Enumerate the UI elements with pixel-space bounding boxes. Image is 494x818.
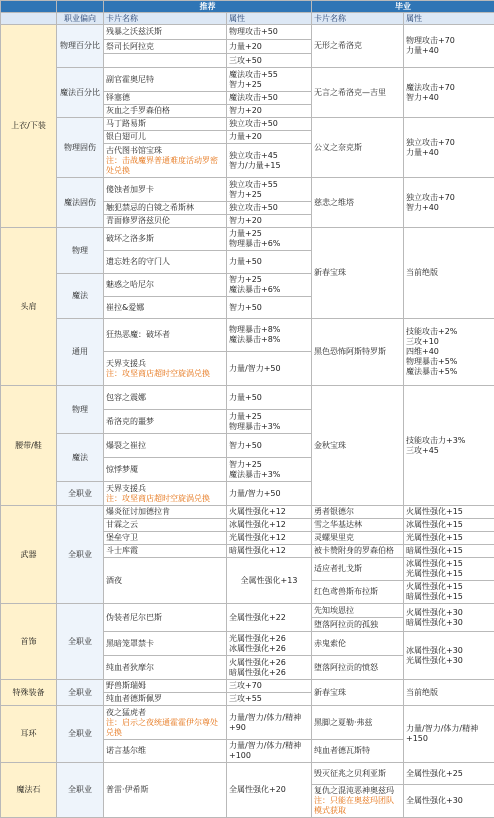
grad-attribute: 光属性强化+15 bbox=[404, 532, 494, 545]
grad-card-name: 先知埃恩拉 bbox=[312, 604, 404, 618]
grad-card-name: 赤鬼索伦 bbox=[312, 632, 404, 656]
card-attribute: 三攻+55 bbox=[227, 693, 312, 706]
card-name: 副官霍奥尼特 bbox=[104, 68, 227, 92]
grad-card-name: 红色鸢兽斯布拉斯 bbox=[312, 581, 404, 604]
grad-card-name: 勇者银德尔 bbox=[312, 506, 404, 519]
card-name: 破坏之洛多斯 bbox=[104, 228, 227, 251]
attribute-header: 属性 bbox=[227, 13, 312, 25]
recommend-header: 推荐 bbox=[104, 1, 312, 13]
grad-card-name: 慈悲之维塔 bbox=[312, 178, 404, 228]
card-name: 马丁路易斯 bbox=[104, 118, 227, 131]
grad-card-name: 无言之希洛克—吉里 bbox=[312, 68, 404, 118]
acquire-note: 注：攻坚商店超时空旋涡兑换 bbox=[106, 494, 224, 504]
card-name: 崔拉&爱娜 bbox=[104, 297, 227, 319]
card-attribute: 魔法攻击+55 智力+25 bbox=[227, 68, 312, 92]
card-name: 普雷·伊希斯 bbox=[104, 763, 227, 818]
attribute-header-2: 属性 bbox=[404, 13, 494, 25]
card-name: 包容之震娜 bbox=[104, 386, 227, 410]
class-header: 职业偏向 bbox=[57, 13, 104, 25]
grad-attribute: 火属性强化+30 暗属性强化+30 bbox=[404, 604, 494, 632]
table-row bbox=[1, 604, 494, 618]
card-name: 堡垒守卫 bbox=[104, 532, 227, 545]
card-name: 铎塞德 bbox=[104, 92, 227, 105]
card-name: 傻蚀者加罗卡 bbox=[104, 178, 227, 202]
grad-card-name: 无形之希洛克 bbox=[312, 25, 404, 68]
acquire-note: 注：只能在奥兹玛团队模式获取 bbox=[314, 796, 401, 816]
class-bias: 全职业 bbox=[57, 506, 104, 604]
grad-card-name: 适应者扎戈斯 bbox=[312, 558, 404, 581]
card-attribute: 光属性强化+26 冰属性强化+26 bbox=[227, 632, 312, 656]
card-name: 触犯禁忌的白镜之希斯林 bbox=[104, 202, 227, 215]
slot-category: 耳环 bbox=[1, 706, 57, 763]
card-name: 魅惑之哈尼尔 bbox=[104, 274, 227, 297]
table-row bbox=[1, 228, 494, 251]
card-name: 爆裂之崔拉 bbox=[104, 434, 227, 458]
slot-category: 上衣/下装 bbox=[1, 25, 57, 228]
card-attribute: 物理攻击+50 bbox=[227, 25, 312, 40]
grad-card-name: 纯血者德瓦斯特 bbox=[312, 740, 404, 763]
grad-card-name: 堕落阿拉贡的愤怒 bbox=[312, 656, 404, 680]
grad-attribute: 全属性强化+30 bbox=[404, 785, 494, 818]
card-attribute: 冰属性强化+12 bbox=[227, 519, 312, 532]
card-name: 诺言基尔维 bbox=[104, 740, 227, 763]
card-name: 黑暗笼罩禁卡 bbox=[104, 632, 227, 656]
grad-card-name: 被卡赞附身的罗森伯格 bbox=[312, 545, 404, 558]
grad-card-name: 黑色恐怖阿斯特罗斯 bbox=[312, 319, 404, 386]
card-attribute: 力量+50 bbox=[227, 386, 312, 410]
grad-card-name: 金秋宝珠 bbox=[312, 386, 404, 506]
grad-attribute: 暗属性强化+15 bbox=[404, 545, 494, 558]
slot-category: 魔法石 bbox=[1, 763, 57, 818]
grad-card-name-with-note: 复仇之混沌恶神奥兹玛 注：只能在奥兹玛团队模式获取 bbox=[312, 785, 404, 818]
card-name: 残暴之沃兹沃斯 bbox=[104, 25, 227, 40]
grad-card-name: 雪之华基达林 bbox=[312, 519, 404, 532]
card-attribute: 力量+50 bbox=[227, 251, 312, 274]
class-bias: 物理 bbox=[57, 386, 104, 434]
acquire-note: 注：启示之夜统通霍霍伊尔尊处兑换 bbox=[106, 718, 224, 738]
card-name-with-note: 天界支援兵 注：攻坚商店超时空旋涡兑换 bbox=[104, 352, 227, 386]
card-name-with-note: 夜之猛虎者 注：启示之夜统通霍霍伊尔尊处兑换 bbox=[104, 706, 227, 740]
card-attribute: 三攻+70 bbox=[227, 680, 312, 693]
card-attribute: 全属性强化+13 bbox=[227, 558, 312, 604]
class-bias: 全职业 bbox=[57, 680, 104, 706]
card-name bbox=[104, 54, 227, 68]
card-name: 斗士库霞 bbox=[104, 545, 227, 558]
card-name: 狂热恶魔：破坏者 bbox=[104, 319, 227, 352]
acquire-note: 注：击战魔界普通难度活动罗密处兑换 bbox=[106, 156, 224, 176]
card-name-with-note: 古代图书馆宝珠 注：击战魔界普通难度活动罗密处兑换 bbox=[104, 144, 227, 178]
card-attribute: 力量+20 bbox=[227, 40, 312, 54]
grad-attribute: 技能攻击+2% 三攻+10 四维+40 物理暴击+5% 魔法暴击+5% bbox=[404, 319, 494, 386]
card-name: 纯血者狄摩尔 bbox=[104, 656, 227, 680]
table-row bbox=[1, 319, 494, 352]
card-attribute: 独立攻击+50 bbox=[227, 118, 312, 131]
card-name-with-note: 天界支援兵 注：攻坚商店超时空旋涡兑换 bbox=[104, 482, 227, 506]
table-row bbox=[1, 680, 494, 693]
grad-card-name: 公义之奈克斯 bbox=[312, 118, 404, 178]
class-bias: 魔法百分比 bbox=[57, 68, 104, 118]
grad-attribute: 冰属性强化+15 bbox=[404, 519, 494, 532]
class-bias: 魔法 bbox=[57, 274, 104, 319]
table-row bbox=[1, 25, 494, 40]
grad-attribute: 全属性强化+25 bbox=[404, 763, 494, 785]
grad-card-name: 新春宝珠 bbox=[312, 228, 404, 319]
table-row bbox=[1, 118, 494, 131]
grad-attribute: 力量/智力/体力/精神+150 bbox=[404, 706, 494, 763]
grad-attribute: 独立攻击+70 智力+40 bbox=[404, 178, 494, 228]
card-attribute: 力量/智力/体力/精神+100 bbox=[227, 740, 312, 763]
card-attribute: 独立攻击+55 智力+25 bbox=[227, 178, 312, 202]
card-attribute: 全属性强化+22 bbox=[227, 604, 312, 632]
card-name: 希洛克的噩梦 bbox=[104, 410, 227, 434]
card-name: 野兽斯瑞姆 bbox=[104, 680, 227, 693]
card-attribute: 智力+20 bbox=[227, 215, 312, 228]
class-bias: 全职业 bbox=[57, 706, 104, 763]
card-attribute: 光属性强化+12 bbox=[227, 532, 312, 545]
class-bias: 全职业 bbox=[57, 763, 104, 818]
card-name: 遗忘姓名的守门人 bbox=[104, 251, 227, 274]
card-name-header: 卡片名称 bbox=[104, 13, 227, 25]
grad-attribute: 火属性强化+15 bbox=[404, 506, 494, 519]
class-bias: 物理固伤 bbox=[57, 118, 104, 178]
table-row bbox=[1, 178, 494, 202]
card-attribute: 力量+25 物理暴击+6% bbox=[227, 228, 312, 251]
grad-card-name: 新春宝珠 bbox=[312, 680, 404, 706]
class-bias: 物理 bbox=[57, 228, 104, 274]
card-name: 纯血者德斯佩罗 bbox=[104, 693, 227, 706]
slot-category: 头肩 bbox=[1, 228, 57, 386]
card-attribute: 力量/智力/体力/精神+90 bbox=[227, 706, 312, 740]
card-attribute: 魔法攻击+50 bbox=[227, 92, 312, 105]
table-row bbox=[1, 763, 494, 785]
card-attribute: 全属性强化+20 bbox=[227, 763, 312, 818]
table-row bbox=[1, 386, 494, 410]
card-attribute: 火属性强化+26 暗属性强化+26 bbox=[227, 656, 312, 680]
card-attribute: 智力+20 bbox=[227, 105, 312, 118]
class-bias: 通用 bbox=[57, 319, 104, 386]
slot-category: 腰带/鞋 bbox=[1, 386, 57, 506]
grad-card-name: 黑脚之夏勒·弗兹 bbox=[312, 706, 404, 740]
grad-attribute: 火属性强化+15 暗属性强化+15 bbox=[404, 581, 494, 604]
card-name: 惊悸梦魇 bbox=[104, 458, 227, 482]
grad-attribute: 技能攻击力+3% 三攻+45 bbox=[404, 386, 494, 506]
grad-attribute: 独立攻击+70 力量+40 bbox=[404, 118, 494, 178]
card-attribute: 力量/智力+50 bbox=[227, 352, 312, 386]
card-name-header-2: 卡片名称 bbox=[312, 13, 404, 25]
card-name: 青面修罗洛兹贝伦 bbox=[104, 215, 227, 228]
card-attribute: 暗属性强化+12 bbox=[227, 545, 312, 558]
grad-card-name: 堕落阿拉贡的孤独 bbox=[312, 618, 404, 632]
card-attribute: 三攻+50 bbox=[227, 54, 312, 68]
table-row bbox=[1, 706, 494, 740]
card-attribute: 力量+20 bbox=[227, 131, 312, 144]
slot-category: 首饰 bbox=[1, 604, 57, 680]
grad-attribute: 冰属性强化+15 光属性强化+15 bbox=[404, 558, 494, 581]
grad-attribute: 魔法攻击+70 智力+40 bbox=[404, 68, 494, 118]
grad-attribute: 冰属性强化+30 光属性强化+30 bbox=[404, 632, 494, 680]
header-row-top bbox=[1, 1, 494, 13]
card-attribute: 力量+25 物理暴击+3% bbox=[227, 410, 312, 434]
card-attribute: 力量/智力+50 bbox=[227, 482, 312, 506]
card-attribute: 物理暴击+8% 魔法暴击+8% bbox=[227, 319, 312, 352]
grad-card-name: 毁灭征兆之贝利亚斯 bbox=[312, 763, 404, 785]
grad-attribute: 当前绝版 bbox=[404, 680, 494, 706]
class-bias: 全职业 bbox=[57, 482, 104, 506]
card-name: 甘霖之云 bbox=[104, 519, 227, 532]
table-row bbox=[1, 506, 494, 519]
class-bias: 物理百分比 bbox=[57, 25, 104, 68]
card-attribute: 独立攻击+50 bbox=[227, 202, 312, 215]
class-bias: 魔法 bbox=[57, 434, 104, 482]
table-row bbox=[1, 68, 494, 92]
class-bias: 魔法固伤 bbox=[57, 178, 104, 228]
class-bias: 全职业 bbox=[57, 604, 104, 680]
card-name: 银白翅可儿 bbox=[104, 131, 227, 144]
card-name: 灰血之手罗森伯格 bbox=[104, 105, 227, 118]
card-attribute: 火属性强化+12 bbox=[227, 506, 312, 519]
header-row-columns bbox=[1, 13, 494, 25]
card-name: 伪装者尼尔巴斯 bbox=[104, 604, 227, 632]
card-name: 祭司长阿拉克 bbox=[104, 40, 227, 54]
grad-attribute: 物理攻击+70 力量+40 bbox=[404, 25, 494, 68]
card-attribute: 智力+50 bbox=[227, 297, 312, 319]
card-attribute: 智力+25 魔法暴击+3% bbox=[227, 458, 312, 482]
grad-attribute: 当前绝版 bbox=[404, 228, 494, 319]
card-attribute: 独立攻击+45 智力/力量+15 bbox=[227, 144, 312, 178]
card-attribute: 智力+50 bbox=[227, 434, 312, 458]
acquire-note: 注：攻坚商店超时空旋涡兑换 bbox=[106, 369, 224, 379]
graduate-header: 毕业 bbox=[312, 1, 494, 13]
card-attribute: 智力+25 魔法暴击+6% bbox=[227, 274, 312, 297]
card-name: 酒夜 bbox=[104, 558, 227, 604]
slot-category: 武器 bbox=[1, 506, 57, 604]
slot-category: 特殊装备 bbox=[1, 680, 57, 706]
card-name: 爆炎征讨加德拉肯 bbox=[104, 506, 227, 519]
grad-card-name: 灵螺果里克 bbox=[312, 532, 404, 545]
